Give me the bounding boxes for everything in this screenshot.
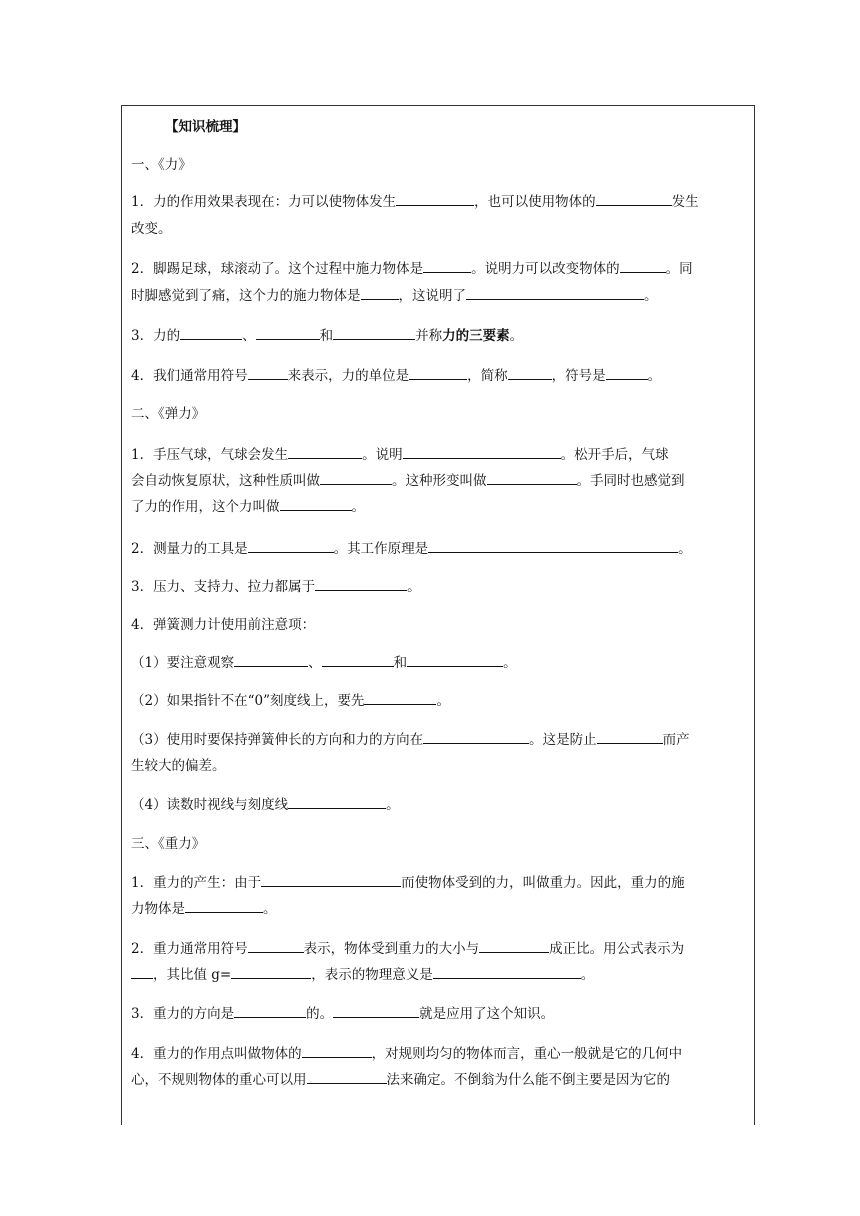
blank[interactable] [333, 327, 415, 340]
g2-line2: ，其比值 g= ，表示的物理意义是 。 [131, 966, 594, 984]
blank[interactable] [620, 260, 666, 273]
blank[interactable] [231, 966, 311, 979]
g4-line2: 心，不规则物体的重心可以用 法来确定。不倒翁为什么能不倒主要是因为它的 [131, 1072, 670, 1088]
blank[interactable] [248, 940, 304, 953]
p3-line: 3．力的 、 和 并称力的三要素。 [131, 328, 524, 344]
blank[interactable] [320, 472, 392, 485]
blank[interactable] [479, 940, 549, 953]
blank[interactable] [423, 260, 471, 273]
g1-line2: 力物体是 。 [131, 901, 277, 917]
blank[interactable] [256, 327, 320, 340]
blank[interactable] [423, 731, 529, 744]
blank[interactable] [466, 287, 644, 300]
blank[interactable] [508, 367, 552, 380]
section-gravity: 三、《重力》 [131, 836, 206, 852]
blank[interactable] [131, 966, 153, 979]
blank[interactable] [261, 874, 401, 887]
p1-line1: 1．力的作用效果表现在：力可以使物体发生 ，也可以使用物体的 发生 [131, 194, 699, 210]
blank[interactable] [433, 966, 581, 979]
blank[interactable] [248, 367, 288, 380]
blank[interactable] [180, 327, 242, 340]
p1-line2: 改变。 [131, 221, 172, 237]
blank[interactable] [234, 1005, 306, 1018]
blank[interactable] [597, 731, 663, 744]
blank[interactable] [185, 900, 263, 913]
blank[interactable] [403, 446, 561, 459]
p2-line1: 2．脚踢足球，球滚动了。这个过程中施力物体是 。说明力可以改变物体的 。同 [131, 261, 693, 277]
e1-line2: 会自动恢复原状，这种性质叫做 。这种形变叫做 。手同时也感觉到 [131, 473, 685, 489]
e3-line: 3．压力、支持力、拉力都属于 。 [131, 579, 421, 595]
e4-2-line: （2）如果指针不在“0”刻度线上，要先 。 [131, 693, 450, 709]
blank[interactable] [315, 578, 407, 591]
blank[interactable] [307, 1071, 387, 1084]
blank[interactable] [248, 540, 334, 553]
e1-line3: 了力的作用，这个力叫做 。 [131, 499, 365, 515]
blank[interactable] [409, 367, 467, 380]
heading: 【知识梳理】 [165, 119, 246, 135]
g1-line1: 1．重力的产生：由于 而使物体受到的力，叫做重力。因此，重力的施 [131, 875, 685, 891]
blank[interactable] [361, 287, 399, 300]
blank[interactable] [234, 654, 308, 667]
section-elastic: 二、《弹力》 [131, 406, 206, 422]
e4-line: 4．弹簧测力计使用前注意项： [131, 617, 316, 633]
blank[interactable] [288, 446, 362, 459]
blank[interactable] [280, 498, 352, 511]
blank[interactable] [407, 654, 503, 667]
e4-3-line1: （3）使用时要保持弹簧伸长的方向和力的方向在 。这是防止 而产 [131, 732, 690, 748]
blank[interactable] [396, 193, 474, 206]
blank[interactable] [596, 193, 672, 206]
e1-line1: 1．手压气球，气球会发生 。说明 。松开手后，气球 [131, 447, 669, 463]
g2-line1: 2．重力通常用符号 表示，物体受到重力的大小与 成正比。用公式表示为 [131, 941, 685, 957]
e4-1-line: （1）要注意观察 、 和 。 [131, 655, 517, 671]
blank[interactable] [364, 692, 436, 705]
blank[interactable] [428, 540, 678, 553]
blank[interactable] [322, 654, 394, 667]
e2-line: 2．测量力的工具是 。其工作原理是 。 [131, 541, 692, 557]
p2-line2: 时脚感觉到了痛，这个力的施力物体是 ，这说明了 。 [131, 288, 658, 304]
blank[interactable] [606, 367, 648, 380]
e4-3-line2: 生较大的偏差。 [131, 758, 226, 774]
blank[interactable] [288, 796, 386, 809]
section-force: 一、《力》 [131, 157, 192, 173]
p4-line: 4．我们通常用符号 来表示，力的单位是 ，简称 ，符号是 。 [131, 368, 662, 384]
worksheet-table [121, 105, 755, 1125]
e4-4-line: （4）读数时视线与刻度线 。 [131, 797, 400, 813]
g3-line: 3．重力的方向是 的。 就是应用了这个知识。 [131, 1006, 555, 1022]
blank[interactable] [302, 1045, 372, 1058]
blank[interactable] [333, 1005, 419, 1018]
blank[interactable] [487, 472, 577, 485]
g4-line1: 4．重力的作用点叫做物体的 ，对规则均匀的物体而言，重心一般就是它的几何中 [131, 1046, 683, 1062]
